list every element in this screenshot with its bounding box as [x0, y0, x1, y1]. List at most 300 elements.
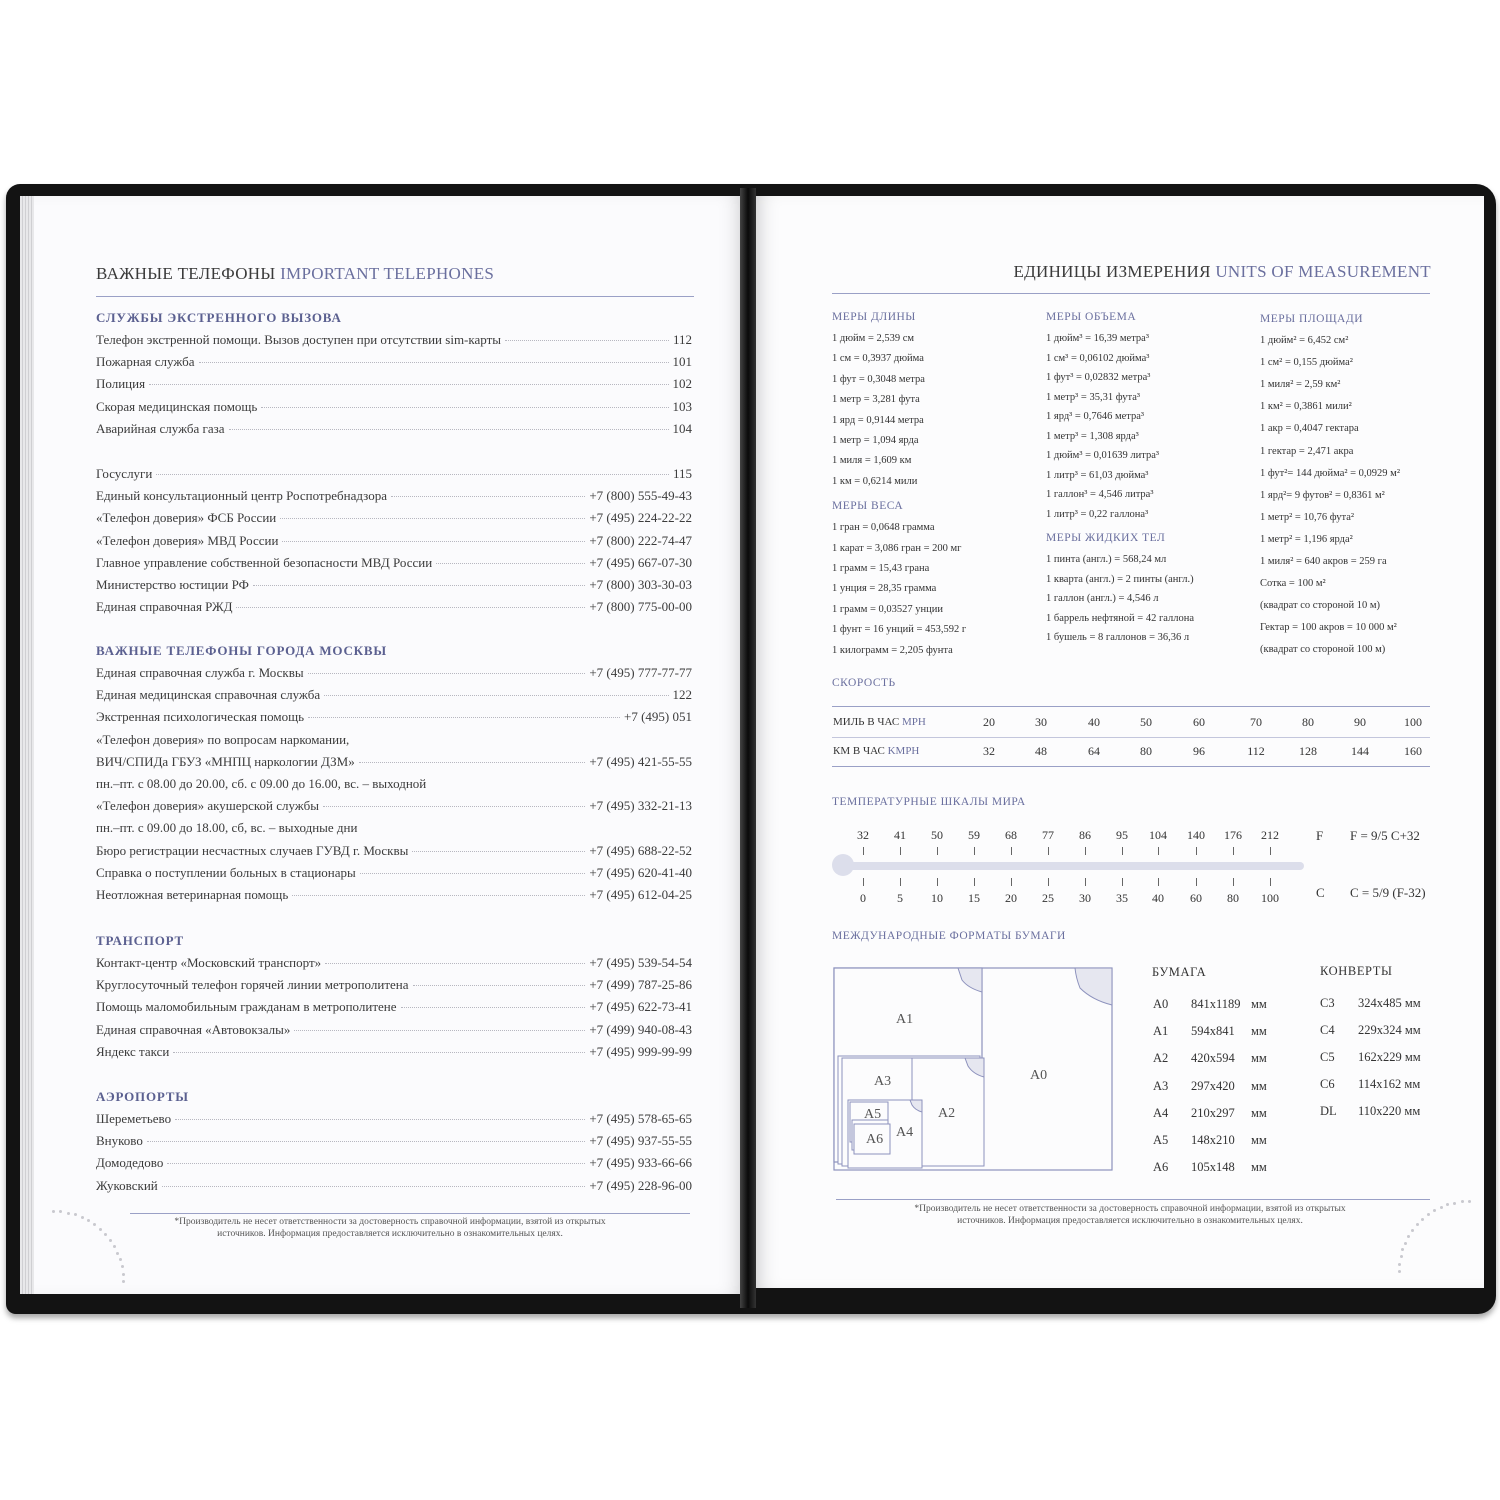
mph-value: 50 [1140, 715, 1152, 729]
celsius-value: 0 [860, 891, 866, 905]
unit-conversion: (квадрат со стороной 10 м) [1260, 600, 1381, 612]
envelope-name: C6 [1320, 1077, 1335, 1091]
right-header-rule [832, 293, 1430, 294]
phone-number: +7 (495) 620-41-40 [589, 864, 692, 880]
unit-conversion: 1 карат = 3,086 гран = 200 мг [832, 542, 962, 554]
phone-label: Аварийная служба газа [96, 420, 225, 436]
dot-leader [162, 1186, 586, 1187]
paper-size: 105x148 [1191, 1160, 1235, 1175]
phone-label: Министерство юстиции РФ [96, 577, 249, 592]
phone-number: +7 (800) 303-30-03 [589, 577, 692, 592]
phone-row [96, 1133, 692, 1149]
mph-value: 30 [1035, 715, 1047, 729]
phone-number: +7 (495) 332-21-13 [589, 798, 692, 814]
scale-tick [1011, 878, 1012, 886]
unit-conversion: 1 км² = 0,3861 мили² [1260, 401, 1352, 413]
right-footnote-line2: источников. Информация предоставляется исключительно в ознакомительных целях. [957, 1216, 1303, 1226]
kmph-value: 144 [1351, 744, 1369, 758]
unit-conversion: 1 миля² = 2,59 км² [1260, 379, 1341, 391]
unit-conversion: 1 баррель нефтяной = 42 галлона [1046, 612, 1195, 624]
dot-leader [282, 541, 585, 542]
phone-row [96, 421, 692, 437]
paper-name: A4 [1153, 1105, 1169, 1120]
phone-label: «Телефон доверия» акушерской службы [96, 798, 319, 814]
celsius-value: 10 [931, 891, 943, 905]
ornament-dot [122, 1273, 125, 1276]
mph-label [833, 716, 926, 728]
diagram-label-a6: A6 [866, 1132, 884, 1147]
phone-label: Скорая медицинская помощь [96, 398, 258, 414]
unit-conversion: 1 фут²= 144 дюйма² = 0,0929 м² [1260, 467, 1400, 479]
mph-value: 90 [1354, 715, 1366, 729]
unit-conversion: 1 грамм = 15,43 грана [832, 563, 930, 574]
unit-conversion: 1 бушель = 8 галлонов = 36,36 л [1046, 632, 1190, 643]
envelope-size: 324x485 мм [1358, 996, 1421, 1010]
phone-row [96, 732, 692, 748]
ornament-dot [122, 1280, 125, 1283]
diagram-label-a0: A0 [1030, 1068, 1048, 1083]
paper-name: A3 [1153, 1078, 1169, 1093]
phone-number: 103 [672, 398, 692, 414]
phone-label: «Телефон доверия» ФСБ России [96, 510, 277, 526]
scale-tick [1048, 878, 1049, 886]
unit-conversion: 1 см³ = 0,06102 дюйма³ [1046, 352, 1150, 364]
mph-unit: MPH [901, 716, 926, 728]
phone-row [96, 999, 692, 1015]
phone-label: Экстренная психологическая помощь [96, 709, 305, 725]
phone-row [96, 955, 692, 971]
scale-tick [1270, 847, 1271, 855]
diagram-label-a4: A4 [896, 1125, 914, 1140]
unit-conversion: 1 км = 0,6214 мили [832, 475, 918, 487]
phone-row [96, 1155, 692, 1171]
phone-label: Внуково [96, 1133, 143, 1149]
phone-label: Единая медицинская справочная служба [96, 687, 321, 703]
fahrenheit-value: 41 [894, 828, 906, 842]
envelopes-heading: КОНВЕРТЫ [1320, 964, 1393, 978]
phone-row [96, 510, 692, 526]
fahrenheit-value: 50 [931, 828, 943, 842]
unit-conversion: 1 ярд³ = 0,7646 метра³ [1046, 411, 1145, 422]
celsius-value: 40 [1152, 891, 1164, 905]
phone-row [96, 820, 692, 836]
dot-leader [280, 518, 585, 519]
scale-tick [863, 847, 864, 855]
phone-row [96, 376, 692, 392]
phone-number: +7 (495) 051 [624, 709, 692, 725]
fahrenheit-value: 212 [1261, 828, 1279, 842]
right-footnote-line1: *Производитель не несет ответственности за достоверность справочной информации, взятой из открытых [914, 1204, 1346, 1214]
left-title-en: IMPORTANT TELEPHONES [280, 264, 495, 283]
dot-leader [294, 1030, 585, 1031]
dot-leader [175, 1119, 585, 1120]
paper-unit: мм [1251, 1078, 1267, 1093]
phone-label: «Телефон доверия» МВД России [96, 532, 279, 548]
mph-value: 80 [1302, 715, 1314, 729]
unit-conversion: 1 метр² = 1,196 ярда² [1260, 533, 1353, 545]
fahrenheit-value: 68 [1005, 828, 1017, 842]
unit-conversion: 1 гектар = 2,471 акра [1260, 445, 1354, 457]
envelope-size: 110x220 мм [1358, 1104, 1421, 1118]
dot-leader [505, 340, 669, 341]
phone-label: Контакт-центр «Московский транспорт» [96, 955, 322, 970]
scale-tick [1122, 878, 1123, 886]
phone-number: +7 (800) 555-49-43 [589, 488, 692, 504]
speed-rule-top [832, 706, 1430, 707]
scale-tick [1233, 878, 1234, 886]
mph-value: 100 [1404, 715, 1422, 729]
phone-number: 101 [672, 354, 692, 370]
unit-conversion: 1 ярд = 0,9144 метра [832, 414, 924, 426]
phone-row [96, 977, 692, 993]
scale-tick [974, 847, 975, 855]
unit-conversion: 1 метр³ = 35,31 фута³ [1046, 391, 1141, 403]
unit-conversion: 1 метр = 3,281 фута [832, 394, 920, 406]
dot-leader [308, 673, 586, 674]
paper-unit: мм [1251, 1051, 1267, 1066]
unit-conversion: 1 литр³ = 61,03 дюйма³ [1046, 469, 1149, 481]
phone-number: +7 (499) 787-25-86 [589, 977, 692, 993]
phone-number: +7 (495) 999-99-99 [589, 1043, 692, 1059]
fahrenheit-value: 86 [1079, 828, 1091, 842]
phone-row [96, 399, 692, 415]
phone-label: Домодедово [96, 1155, 164, 1171]
unit-conversion: 1 пинта (англ.) = 568,24 мл [1046, 554, 1167, 565]
unit-conversion: Гектар = 100 акров = 10 000 м² [1260, 622, 1397, 634]
diagram-label-a5: A5 [864, 1107, 882, 1122]
speed-rule-bottom [832, 766, 1430, 767]
scale-tick [900, 878, 901, 886]
paper-size: 420x594 [1191, 1051, 1235, 1066]
scale-tick [1196, 878, 1197, 886]
scale-tick [863, 878, 864, 886]
paper-unit: мм [1251, 1160, 1267, 1175]
phone-row [96, 354, 692, 370]
phone-number: +7 (495) 612-04-25 [589, 887, 692, 902]
phone-row [96, 533, 692, 549]
paper-size: 841x1189 [1191, 997, 1241, 1011]
dot-leader [149, 384, 668, 385]
scale-tick [1158, 878, 1159, 886]
dot-leader [413, 985, 586, 986]
section-title: АЭРОПОРТЫ [96, 1089, 189, 1104]
unit-conversion: 1 дюйм³ = 16,39 метра³ [1046, 333, 1149, 344]
envelope-size: 229x324 мм [1358, 1023, 1421, 1037]
left-page-title [96, 264, 494, 284]
unit-conversion: 1 акр = 0,4047 гектара [1260, 423, 1359, 435]
envelope-name: C3 [1320, 996, 1335, 1010]
scale-tick [1085, 878, 1086, 886]
right-footer-rule [836, 1199, 1430, 1200]
kmph-value: 64 [1088, 744, 1100, 758]
left-title-ru: ВАЖНЫЕ ТЕЛЕФОНЫ [96, 264, 276, 283]
scale-tick [937, 847, 938, 855]
phone-label: Шереметьево [96, 1111, 172, 1126]
phone-row [96, 555, 692, 571]
fahrenheit-formula: F = 9/5 C+32 [1350, 828, 1420, 843]
phone-number: +7 (495) 539-54-54 [589, 955, 692, 970]
ornament-dot [1398, 1270, 1401, 1273]
phone-number: +7 (495) 688-22-52 [589, 842, 692, 858]
phone-row [96, 466, 692, 482]
paper-size: 148x210 [1191, 1133, 1235, 1147]
paper-name: A5 [1153, 1133, 1169, 1147]
mph-value: 20 [983, 715, 995, 729]
phone-row [96, 687, 692, 703]
fahrenheit-value: 77 [1042, 828, 1054, 842]
celsius-value: 35 [1116, 891, 1128, 905]
envelope-name: C4 [1320, 1023, 1335, 1037]
phone-label: Бюро регистрации несчастных случаев ГУВД г. Москвы [96, 842, 409, 858]
kmph-value: 96 [1193, 744, 1205, 758]
paper-unit: мм [1251, 1024, 1267, 1039]
envelope-size: 162x229 мм [1358, 1050, 1421, 1064]
unit-conversion: 1 кварта (англ.) = 2 пинты (англ.) [1046, 573, 1194, 585]
celsius-value: 5 [897, 891, 903, 905]
speed-title: СКОРОСТЬ [832, 677, 896, 689]
ornament-dot [113, 1245, 116, 1248]
phone-label: Круглосуточный телефон горячей линии метрополитена [96, 977, 409, 993]
unit-conversion: 1 галлон (англ.) = 4,546 л [1046, 593, 1159, 604]
kmph-unit: KMPH [887, 745, 920, 757]
paper-unit: мм [1251, 997, 1267, 1011]
section-title: ТРАНСПОРТ [96, 933, 185, 948]
dot-leader [391, 496, 585, 497]
left-footer-rule [130, 1213, 690, 1214]
phone-label: Жуковский [96, 1177, 158, 1193]
unit-conversion: 1 миля² = 640 акров = 259 га [1260, 556, 1387, 567]
phone-label: Единая справочная служба г. Москвы [96, 665, 304, 680]
diagram-label-a2: A2 [938, 1106, 956, 1121]
phone-number: +7 (495) 622-73-41 [589, 999, 692, 1015]
celsius-value: 60 [1190, 891, 1202, 905]
kmph-value: 128 [1299, 744, 1317, 758]
phone-row [96, 1111, 692, 1127]
ornament-dot [109, 1239, 112, 1242]
thermometer-tube [834, 862, 1304, 870]
scale-tick [1158, 847, 1159, 855]
phone-label: Главное управление собственной безопасности МВД России [96, 554, 433, 570]
unit-conversion: 1 фут = 0,3048 метра [832, 373, 925, 385]
unit-conversion: 1 дюйм = 2,539 см [832, 333, 915, 344]
dot-leader [412, 851, 585, 852]
scale-tick [1196, 847, 1197, 855]
kmph-label-ru: КМ В ЧАС [833, 745, 885, 757]
unit-conversion: 1 унция = 28,35 грамма [832, 583, 937, 595]
scale-tick [1085, 847, 1086, 855]
phone-row [96, 332, 692, 348]
scale-tick [1011, 847, 1012, 855]
phone-label: Яндекс такси [96, 1043, 170, 1059]
scale-tick [937, 878, 938, 886]
phone-label: Единый консультационный центр Роспотребнадзора [96, 488, 387, 504]
ornament-dot [116, 1252, 119, 1255]
kmph-value: 80 [1140, 744, 1152, 758]
unit-conversion: 1 ярд²= 9 футов² = 0,8361 м² [1260, 489, 1385, 501]
phone-label: ВИЧ/СПИДа ГБУЗ «МНПЦ наркологии ДЗМ» [96, 753, 355, 769]
phone-row [96, 1178, 692, 1194]
section-title: ВАЖНЫЕ ТЕЛЕФОНЫ ГОРОДА МОСКВЫ [96, 643, 387, 658]
phone-number: +7 (495) 667-07-30 [589, 554, 692, 570]
right-footnote [850, 1203, 1410, 1227]
phone-label: Полиция [96, 376, 146, 392]
left-header-rule [96, 296, 694, 297]
phone-row [96, 665, 692, 681]
dot-leader [292, 895, 585, 896]
paper-name: A1 [1153, 1024, 1169, 1039]
ornament-dot [1404, 1242, 1407, 1245]
phone-label: Неотложная ветеринарная помощь [96, 887, 289, 902]
phone-number: +7 (495) 224-22-22 [589, 510, 692, 526]
units-group-title: МЕРЫ ЖИДКИХ ТЕЛ [1046, 532, 1166, 544]
dot-leader [324, 695, 668, 696]
phone-label: Пожарная служба [96, 354, 195, 370]
unit-conversion: 1 метр² = 10,76 фута² [1260, 511, 1355, 523]
right-page-title [995, 262, 1431, 282]
mph-value: 60 [1193, 715, 1205, 729]
kmph-value: 160 [1404, 744, 1422, 758]
paper-name: A6 [1153, 1160, 1169, 1175]
phone-label: пн.–пт. с 08.00 до 20.00, сб. с 09.00 до 16.00, вс. – выходной [96, 776, 427, 791]
notebook-spine [740, 188, 756, 1308]
unit-conversion: 1 миля = 1,609 км [832, 455, 912, 467]
unit-conversion: 1 гран = 0,0648 грамма [832, 522, 935, 534]
phone-row [96, 843, 692, 859]
phone-number: 102 [672, 376, 692, 392]
celsius-value: 25 [1042, 891, 1054, 905]
dot-leader [308, 717, 620, 718]
scale-tick [1270, 878, 1271, 886]
celsius-value: 15 [968, 891, 980, 905]
scale-tick [900, 847, 901, 855]
diagram-label-a1: A1 [896, 1012, 914, 1027]
unit-conversion: 1 фут³ = 0,02832 метра³ [1046, 372, 1151, 383]
phone-number: 122 [672, 687, 692, 703]
scale-tick [974, 878, 975, 886]
dot-leader [173, 1052, 585, 1053]
scale-tick [1048, 847, 1049, 855]
mph-value: 70 [1250, 715, 1262, 729]
kmph-value: 32 [983, 744, 995, 758]
ornament-dot [1468, 1200, 1471, 1203]
paper-size: 594x841 [1191, 1024, 1235, 1039]
phone-label: Помощь маломобильным гражданам в метрополитене [96, 999, 397, 1015]
dot-leader [436, 563, 585, 564]
phone-number: 112 [672, 332, 692, 347]
dot-leader [325, 963, 585, 964]
fahrenheit-value: 104 [1149, 828, 1167, 842]
phone-row [96, 1022, 692, 1038]
phone-row [96, 865, 692, 881]
phone-number: +7 (495) 937-55-55 [589, 1133, 692, 1149]
unit-conversion: 1 дюйм³ = 0,01639 литра³ [1046, 450, 1160, 461]
thermometer-bulb [832, 854, 854, 876]
ornament-dot [52, 1210, 55, 1213]
fahrenheit-letter: F [1316, 828, 1324, 843]
paper-unit: мм [1251, 1105, 1267, 1120]
unit-conversion: 1 дюйм² = 6,452 см² [1260, 335, 1349, 346]
phone-label: Телефон экстренной помощи. Вызов доступен при отсутствии sim-карты [96, 332, 502, 347]
phone-number: 104 [672, 420, 692, 436]
phone-row [96, 488, 692, 504]
units-group-title: МЕРЫ ВЕСА [832, 500, 904, 513]
celsius-value: 20 [1005, 891, 1017, 905]
envelope-name: DL [1320, 1104, 1337, 1118]
phone-number: +7 (800) 222-74-47 [589, 532, 692, 548]
section-title: СЛУЖБЫ ЭКСТРЕННОГО ВЫЗОВА [96, 310, 342, 325]
paper-formats-title: МЕЖДУНАРОДНЫЕ ФОРМАТЫ БУМАГИ [832, 930, 1066, 942]
phone-row [96, 776, 692, 792]
phone-number: 115 [672, 466, 692, 481]
fahrenheit-value: 140 [1187, 828, 1205, 842]
dot-leader [199, 362, 669, 363]
dot-leader [147, 1141, 586, 1142]
unit-conversion: 1 килограмм = 2,205 фунта [832, 644, 953, 656]
phone-label: пн.–пт. с 09.00 до 18.00, сб, вс. – выходные дни [96, 820, 358, 836]
phone-row [96, 887, 692, 903]
ornament-dot [81, 1216, 84, 1219]
celsius-formula: C = 5/9 (F-32) [1350, 885, 1426, 900]
diagram-label-a3: A3 [874, 1074, 892, 1089]
phone-label: Единая справочная РЖД [96, 599, 233, 615]
kmph-label [833, 745, 919, 757]
unit-conversion: 1 метр³ = 1,308 ярда³ [1046, 430, 1139, 442]
paper-size: 210x297 [1191, 1105, 1235, 1120]
units-group-title: МЕРЫ ПЛОЩАДИ [1260, 313, 1364, 325]
unit-conversion: 1 фунт = 16 унций = 453,592 г [832, 624, 967, 636]
ornament-dot [99, 1228, 102, 1231]
dot-leader [261, 407, 668, 408]
phone-number: +7 (495) 578-65-65 [589, 1111, 692, 1126]
paper-name: A0 [1153, 997, 1169, 1011]
left-footnote [110, 1216, 670, 1240]
fahrenheit-value: 95 [1116, 828, 1128, 842]
phone-label: Госуслуги [96, 466, 153, 481]
units-group-title: МЕРЫ ОБЪЕМА [1046, 311, 1137, 323]
unit-conversion: Сотка = 100 м² [1260, 578, 1326, 590]
unit-conversion: 1 грамм = 0,03527 унции [832, 603, 944, 615]
dot-leader [156, 474, 669, 475]
unit-conversion: 1 см² = 0,155 дюйма² [1260, 357, 1353, 369]
paper-unit: мм [1251, 1133, 1267, 1147]
phone-row [96, 577, 692, 593]
paper-heading: БУМАГА [1152, 965, 1207, 979]
fahrenheit-value: 59 [968, 828, 980, 842]
kmph-value: 48 [1035, 744, 1047, 758]
mph-label-ru: МИЛЬ В ЧАС [833, 716, 900, 728]
units-group-title: МЕРЫ ДЛИНЫ [832, 311, 916, 323]
left-footnote-line1: *Производитель не несет ответственности за достоверность справочной информации, взятой из открытых [174, 1217, 606, 1227]
speed-rule-mid [832, 737, 1430, 738]
phone-row [96, 599, 692, 615]
fahrenheit-value: 32 [857, 828, 869, 842]
envelope-size: 114x162 мм [1358, 1077, 1421, 1091]
dot-leader [359, 762, 586, 763]
dot-leader [236, 607, 585, 608]
ornament-dot [67, 1212, 70, 1215]
phone-row [96, 709, 692, 725]
unit-conversion: (квадрат со стороной 100 м) [1260, 644, 1386, 656]
temperature-title: ТЕМПЕРАТУРНЫЕ ШКАЛЫ МИРА [832, 796, 1026, 808]
phone-number: +7 (499) 940-08-43 [589, 1021, 692, 1037]
unit-conversion: 1 литр³ = 0,22 галлона³ [1046, 508, 1149, 520]
unit-conversion: 1 см = 0,3937 дюйма [832, 353, 924, 365]
phone-row [96, 754, 692, 770]
scale-tick [1122, 847, 1123, 855]
left-footnote-line2: источников. Информация предоставляется исключительно в ознакомительных целях. [217, 1229, 563, 1239]
phone-number: +7 (800) 775-00-00 [589, 599, 692, 615]
dot-leader [229, 429, 669, 430]
